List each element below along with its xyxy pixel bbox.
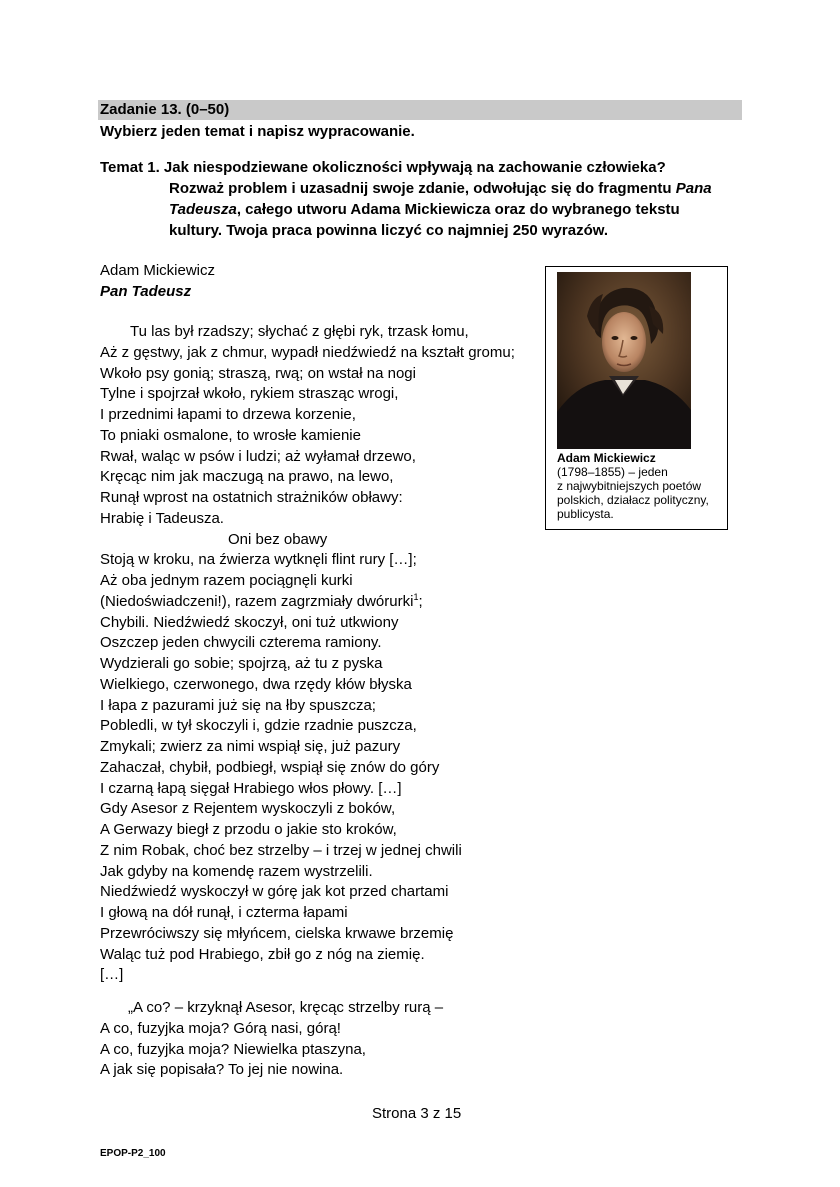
poem-line: A co, fuzyjka moja? Niewielka ptaszyna, bbox=[100, 1040, 366, 1058]
poem-line: Tylne i spojrzał wkoło, rykiem strasząc wrogi, bbox=[100, 385, 399, 403]
portrait-box bbox=[545, 266, 728, 530]
poem-line: A co, fuzyjka moja? Górą nasi, górą! bbox=[100, 1019, 341, 1037]
poem-line: A Gerwazy biegł z przodu o jakie sto kroków, bbox=[100, 821, 397, 838]
source-author: Adam Mickiewicz bbox=[100, 262, 216, 279]
source-title: Pan Tadeusz bbox=[100, 283, 192, 300]
poem-line: Aż z gęstwy, jak z chmur, wypadł niedźwiedź na kształt gromu; bbox=[100, 343, 515, 361]
poem-line: Niedźwiedź wyskoczył w górę jak kot przed chartami bbox=[100, 883, 449, 901]
exam-code: EPOP-P2_100 bbox=[100, 1148, 166, 1159]
poem-line: I czarną łapą sięgał Hrabiego włos płowy. […] bbox=[100, 779, 402, 797]
topic-line-3: Tadeusza, całego utworu Adama Mickiewicza oraz do wybranego tekstu bbox=[169, 201, 680, 218]
poem-line: Zahaczał, chybił, podbiegł, wspiął się znów do góry bbox=[100, 758, 440, 776]
poem-line: A jak się popisała? To jej nie nowina. bbox=[100, 1061, 344, 1079]
poem-line: Chybili. Niedźwiedź skoczył, oni tuż utkwiony bbox=[100, 613, 399, 631]
poem-line: I głową na dół runął, i czterma łapami bbox=[100, 904, 348, 921]
poem-line: Wielkiego, czerwonego, dwa rzędy kłów błyska bbox=[100, 675, 412, 693]
caption-line: polskich, działacz polityczny, bbox=[557, 493, 709, 507]
poem-line: Pobledli, w tył skoczyli i, gdzie rzadnie puszcza, bbox=[100, 717, 417, 735]
poem-line: Hrabię i Tadeusza. bbox=[100, 509, 224, 527]
poem-line: Tu las był rzadszy; słychać z głębi ryk, trzask łomu, bbox=[130, 323, 469, 340]
topic-line-2: Rozważ problem i uzasadnij swoje zdanie, odwołując się do fragmentu Pana bbox=[169, 180, 712, 197]
page-number: Strona 3 z 15 bbox=[372, 1105, 462, 1122]
poem-line: Waląc tuż pod Hrabiego, zbił go z nóg na ziemię. bbox=[100, 945, 425, 963]
topic-lead: Temat 1. Jak niespodziewane okoliczności wpływają na zachowanie człowieka? bbox=[100, 159, 666, 176]
poem-line: Aż oba jednym razem pociągnęli kurki bbox=[100, 572, 353, 589]
poem-line: […] bbox=[100, 966, 124, 984]
poem-line: Wkoło psy gonią; straszą, rwą; on wstał na nogi bbox=[100, 364, 416, 382]
task-header: Zadanie 13. (0–50) bbox=[98, 100, 742, 120]
poem-line: Runął wprost na ostatnich strażników obławy: bbox=[100, 489, 403, 506]
poem-line: I przednimi łapami to drzewa korzenie, bbox=[100, 406, 356, 423]
poem-line-footnoted: (Niedoświadczeni!), razem zagrzmiały dwórurki$^1$; bbox=[100, 591, 423, 610]
poem-line: Przewróciwszy się młyńcem, cielska krwawe brzemię bbox=[100, 924, 454, 942]
topic-line-4: kultury. Twoja praca powinna liczyć co najmniej 250 wyrazów. bbox=[169, 222, 609, 239]
poem-line: Stoją w kroku, na źwierza wytknęli flint rury […]; bbox=[100, 551, 417, 569]
caption-line: (1798–1855) – jeden bbox=[557, 465, 668, 479]
poem-line: Oszczep jeden chwycili czterema ramiony. bbox=[100, 634, 382, 652]
poem-line: To pniaki osmalone, to wrosłe kamienie bbox=[100, 426, 361, 444]
caption-name: Adam Mickiewicz bbox=[557, 451, 656, 465]
poem-line: Rwał, waląc w psów i ludzi; aż wyłamał drzewo, bbox=[100, 447, 416, 465]
poem-line: I łapa z pazurami już się na łby spuszcza; bbox=[100, 696, 376, 714]
caption-line: z najwybitniejszych poetów bbox=[557, 479, 702, 493]
task-instruction: Wybierz jeden temat i napisz wypracowanie. bbox=[100, 123, 415, 140]
poem-line: Jak gdyby na komendę razem wystrzelili. bbox=[100, 862, 373, 880]
poem-line: „A co? – krzyknął Asesor, kręcąc strzelby rurą – bbox=[128, 999, 444, 1016]
poem-line: Z nim Robak, choć bez strzelby – i trzej w jednej chwili bbox=[100, 841, 462, 859]
poem-line: Zmykali; zwierz za nimi wspiął się, już pazury bbox=[100, 738, 401, 755]
poem-excerpt-2 bbox=[100, 998, 443, 1081]
poem-line: Oni bez obawy bbox=[228, 530, 328, 548]
poem-line: Gdy Asesor z Rejentem wyskoczyli z boków, bbox=[100, 800, 396, 818]
caption-line: publicysta. bbox=[557, 507, 614, 521]
portrait-image bbox=[557, 272, 691, 449]
footnote-mark: 1 bbox=[413, 591, 419, 602]
topic-block bbox=[100, 157, 740, 241]
poem-excerpt bbox=[100, 322, 515, 986]
portrait-caption bbox=[557, 451, 725, 521]
poem-line: Kręcąc nim jak maczugą na prawo, na lewo, bbox=[100, 468, 394, 486]
poem-line: Wydzierali go sobie; spojrzą, aż tu z pyska bbox=[100, 655, 383, 672]
